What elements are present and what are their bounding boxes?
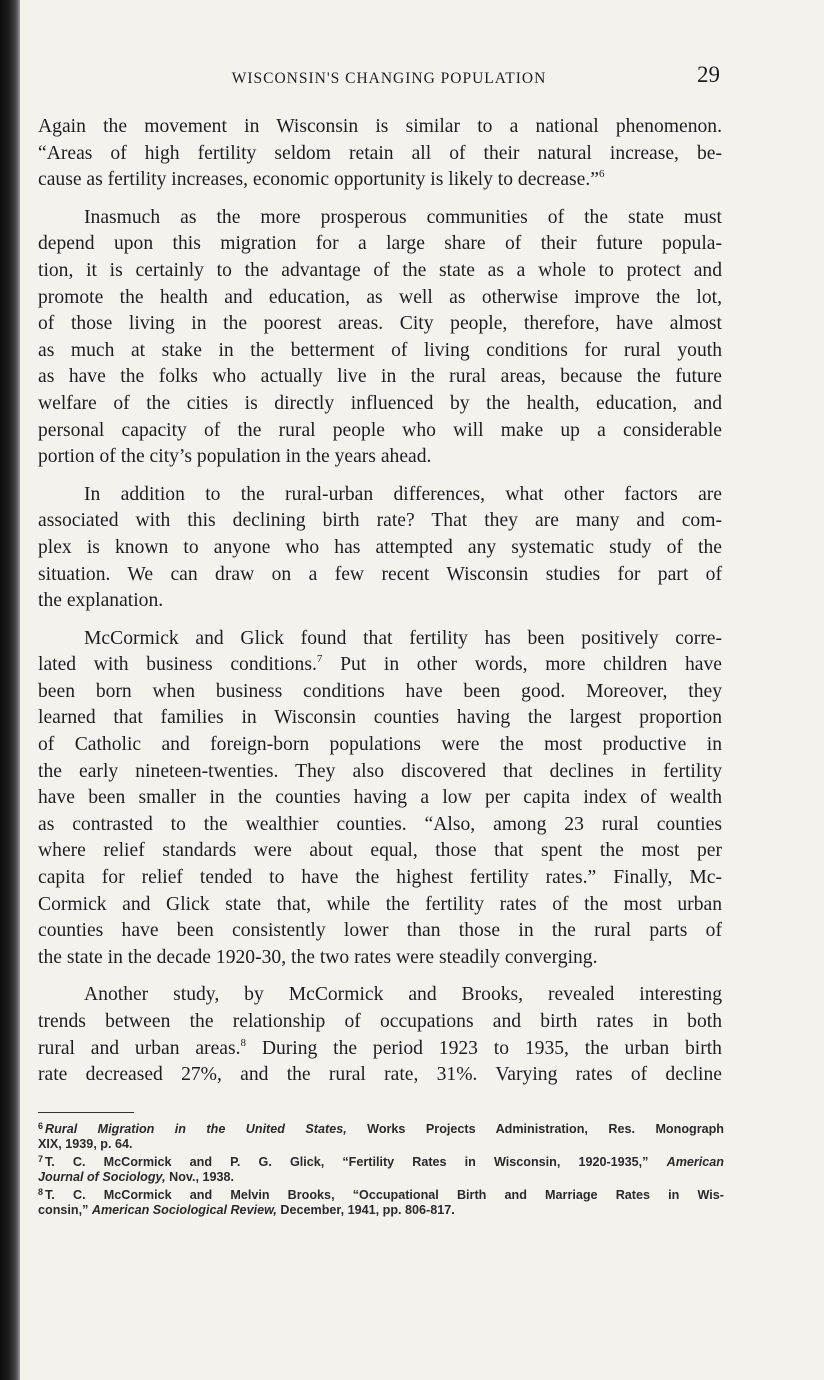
text-line: as have the folks who actually live in the rural areas, because the future	[38, 366, 722, 388]
text-line: as contrasted to the wealthier counties. “Also, among 23 rural counties	[38, 813, 722, 835]
footnote-line	[38, 1170, 724, 1185]
text-line: plex is known to anyone who has attempted any systematic study of the	[38, 536, 722, 558]
footnote-text: consin,”	[38, 1203, 92, 1217]
footnote-line	[38, 1119, 724, 1137]
text-line-content: cause as fertility increases, economic opportunity is likely to decrease.”	[38, 169, 599, 191]
text-line: the state in the decade 1920-30, the two rates were steadily converging.	[38, 946, 598, 968]
text-line: personal capacity of the rural people who will make up a considerable	[38, 419, 722, 441]
text-line: counties have been consistently lower than those in the rural parts of	[38, 920, 722, 942]
footnote-ref-6: 6	[598, 168, 605, 181]
text-line	[38, 652, 722, 679]
footnote-text: T. C. McCormick and P. G. Glick, “Fertility Rates in Wisconsin, 1920-1935,”	[45, 1155, 667, 1169]
footnote-ref-7: 7	[316, 653, 323, 666]
text-line: where relief standards were about equal, those that spent the most per	[38, 840, 722, 862]
text-line: associated with this declining birth rate? That they are many and com-	[38, 510, 722, 532]
footnote-mark: 6	[38, 1121, 44, 1131]
text-line-content: Put in other words, more children have	[322, 654, 722, 676]
text-line: the early nineteen-twenties. They also discovered that declines in fertility	[38, 760, 722, 782]
running-head	[38, 62, 724, 94]
text-line: Cormick and Glick state that, while the fertility rates of the most urban	[38, 893, 722, 915]
text-line: rate decreased 27%, and the rural rate, 31%. Varying rates of decline	[38, 1064, 722, 1086]
paragraph-3	[38, 482, 722, 615]
text-line: welfare of the cities is directly influenced by the health, education, and	[38, 392, 722, 414]
text-line	[38, 1036, 722, 1063]
text-line: been born when business conditions have been good. Moreover, they	[38, 680, 722, 702]
text-line-content: lated with business conditions.	[38, 654, 317, 676]
text-line: portion of the city’s population in the years ahead.	[38, 446, 432, 468]
paragraph-4	[38, 626, 722, 972]
footnote-journal: American Sociological Review,	[91, 1203, 277, 1217]
footnote-text: Nov., 1938.	[165, 1170, 234, 1184]
text-line: learned that families in Wisconsin counties having the largest proportion	[38, 707, 722, 729]
body-text	[38, 114, 722, 1089]
text-line: depend upon this migration for a large share of their future popula-	[38, 233, 722, 255]
text-line: Inasmuch as the more prosperous communities of the state must	[84, 206, 722, 228]
text-line: of Catholic and foreign-born populations were the most productive in	[38, 734, 722, 756]
footnote-line	[38, 1185, 724, 1203]
text-line-content: rural and urban areas.	[38, 1037, 241, 1059]
text-line: trends between the relationship of occupations and birth rates in both	[38, 1011, 722, 1032]
text-line: of those living in the poorest areas. City people, therefore, have almost	[38, 313, 722, 335]
text-line	[38, 167, 722, 194]
text-line: “Areas of high fertility seldom retain all of their natural increase, be-	[38, 142, 722, 164]
footnote-text: Works Projects Administration, Res. Monograph	[346, 1122, 724, 1136]
footnote-7	[38, 1152, 724, 1185]
text-line: situation. We can draw on a few recent Wisconsin studies for part of	[38, 563, 722, 585]
footnote-rule	[38, 1112, 134, 1113]
footnote-title: Rural Migration in the United States,	[45, 1122, 347, 1136]
book-page	[38, 0, 724, 1380]
text-line: tion, it is certainly to the advantage of the state as a whole to protect and	[38, 259, 722, 281]
footnote-text: T. C. McCormick and Melvin Brooks, “Occupational Birth and Marriage Rates in Wis-	[45, 1188, 724, 1202]
text-line: McCormick and Glick found that fertility has been positively corre-	[84, 627, 722, 649]
footnote-mark: 8	[38, 1187, 44, 1197]
paragraph-5	[38, 982, 722, 1088]
footnote-line	[38, 1203, 724, 1218]
footnote-8	[38, 1185, 724, 1218]
text-line: capita for relief tended to have the highest fertility rates.” Finally, Mc-	[38, 867, 722, 889]
page-number: 29	[697, 62, 720, 87]
text-line: Again the movement in Wisconsin is similar to a national phenomenon.	[38, 116, 722, 137]
paragraph-1	[38, 114, 722, 194]
footnote-journal: Journal of Sociology,	[38, 1170, 166, 1184]
footnote-mark: 7	[38, 1154, 44, 1164]
paragraph-2	[38, 205, 722, 471]
footnotes	[38, 1119, 724, 1218]
text-line: as much at stake in the betterment of living conditions for rural youth	[38, 339, 722, 361]
text-line: In addition to the rural-urban differences, what other factors are	[84, 483, 722, 505]
text-line: Another study, by McCormick and Brooks, revealed interesting	[84, 984, 722, 1006]
text-line: the explanation.	[38, 590, 164, 612]
text-line: promote the health and education, as well as otherwise improve the lot,	[38, 286, 722, 308]
book-spine-shadow	[0, 0, 20, 1380]
text-line: have been smaller in the counties having a low per capita index of wealth	[38, 787, 722, 809]
footnote-line	[38, 1152, 724, 1170]
running-title: WISCONSIN'S CHANGING POPULATION	[231, 70, 547, 87]
footnote-text: December, 1941, pp. 806-817.	[276, 1203, 455, 1217]
text-line-content: During the period 1923 to 1935, the urban birth	[246, 1037, 722, 1059]
footnote-journal: American	[666, 1155, 724, 1169]
footnote-ref-8: 8	[240, 1036, 246, 1049]
footnote-6	[38, 1119, 724, 1152]
footnote-line: XIX, 1939, p. 64.	[38, 1137, 133, 1151]
